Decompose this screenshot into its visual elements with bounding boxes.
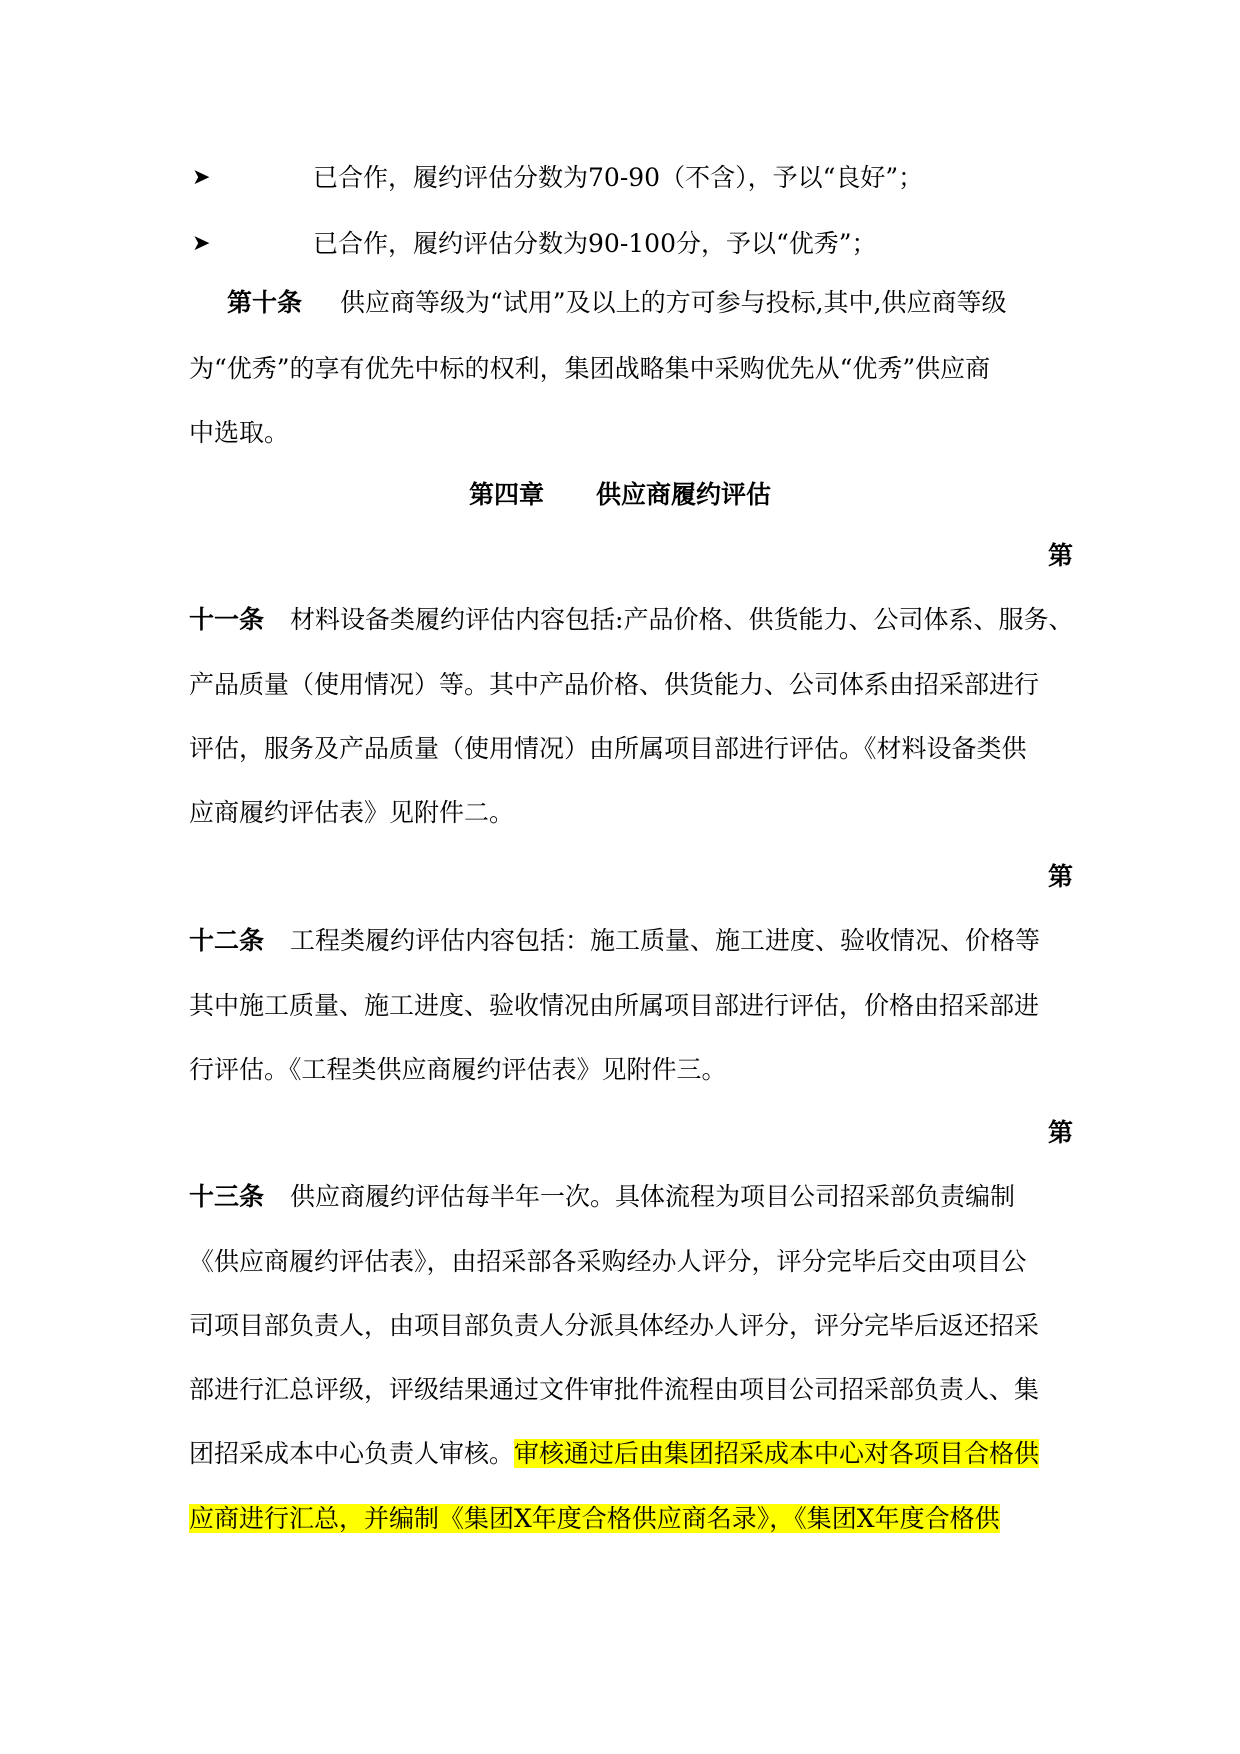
article-12-line: 行评估。《工程类供应商履约评估表》见附件三。 [189, 1055, 727, 1084]
article-10-line: 中选取。 [189, 418, 290, 447]
article-13-line: 部进行汇总评级，评级结果通过文件审批件流程由项目公司招采部负责人、集 [189, 1375, 1040, 1404]
article-13-line: 《供应商履约评估表》，由招采部各采购经办人评分，评分完毕后交由项目公 [189, 1247, 1027, 1276]
chapter-heading [0, 478, 1240, 512]
arrow-bullet-icon: ➤ [192, 231, 211, 256]
article-10-label: 第十条 [227, 288, 303, 317]
article-10-line: 第十条 供应商等级为“试用”及以上的方可参与投标,其中,供应商等级 [227, 288, 1007, 317]
bullet-item: 已合作，履约评估分数为70-90（不含），予以“良好”； [313, 163, 924, 192]
article-12-line: 十二条 工程类履约评估内容包括：施工质量、施工进度、验收情况、价格等 [189, 926, 1041, 955]
article-11-line: 应商履约评估表》见附件二。 [189, 798, 515, 827]
article-13-prefix: 第 [1047, 1118, 1073, 1147]
chapter-number: 第四章 [468, 480, 544, 509]
arrow-bullet-icon: ➤ [192, 165, 211, 190]
article-10-line: 为“优秀”的享有优先中标的权利，集团战略集中采购优先从“优秀”供应商 [189, 354, 991, 383]
article-11-line: 评估，服务及产品质量（使用情况）由所属项目部进行评估。《材料设备类供 [189, 734, 1027, 763]
bullet-item: 已合作，履约评估分数为90-100分，予以“优秀”； [313, 229, 877, 258]
chapter-title: 供应商履约评估 [596, 480, 772, 509]
article-11-prefix: 第 [1047, 541, 1073, 570]
article-12-prefix: 第 [1047, 862, 1073, 891]
highlighted-text: 应商进行汇总，并编制《集团X年度合格供应商名录》，《集团X年度合格供 [189, 1504, 1000, 1533]
article-13-label: 十三条 [189, 1182, 265, 1211]
highlighted-text: 审核通过后由集团招采成本中心对各项目合格供 [514, 1439, 1040, 1468]
article-11-line: 产品质量（使用情况）等。其中产品价格、供货能力、公司体系由招采部进行 [189, 670, 1040, 699]
article-12-label: 十二条 [189, 926, 265, 955]
article-12-line: 其中施工质量、施工进度、验收情况由所属项目部进行评估，价格由招采部进 [189, 991, 1040, 1020]
article-13-line [189, 1502, 1069, 1536]
article-11-line: 十一条 材料设备类履约评估内容包括:产品价格、供货能力、公司体系、服务、 [189, 605, 1074, 634]
article-13-line: 团招采成本中心负责人审核。审核通过后由集团招采成本中心对各项目合格供 [189, 1439, 1040, 1468]
article-11-label: 十一条 [189, 605, 265, 634]
article-13-line: 司项目部负责人，由项目部负责人分派具体经办人评分，评分完毕后返还招采 [189, 1311, 1040, 1340]
article-13-line: 十三条 供应商履约评估每半年一次。具体流程为项目公司招采部负责编制 [189, 1182, 1016, 1211]
